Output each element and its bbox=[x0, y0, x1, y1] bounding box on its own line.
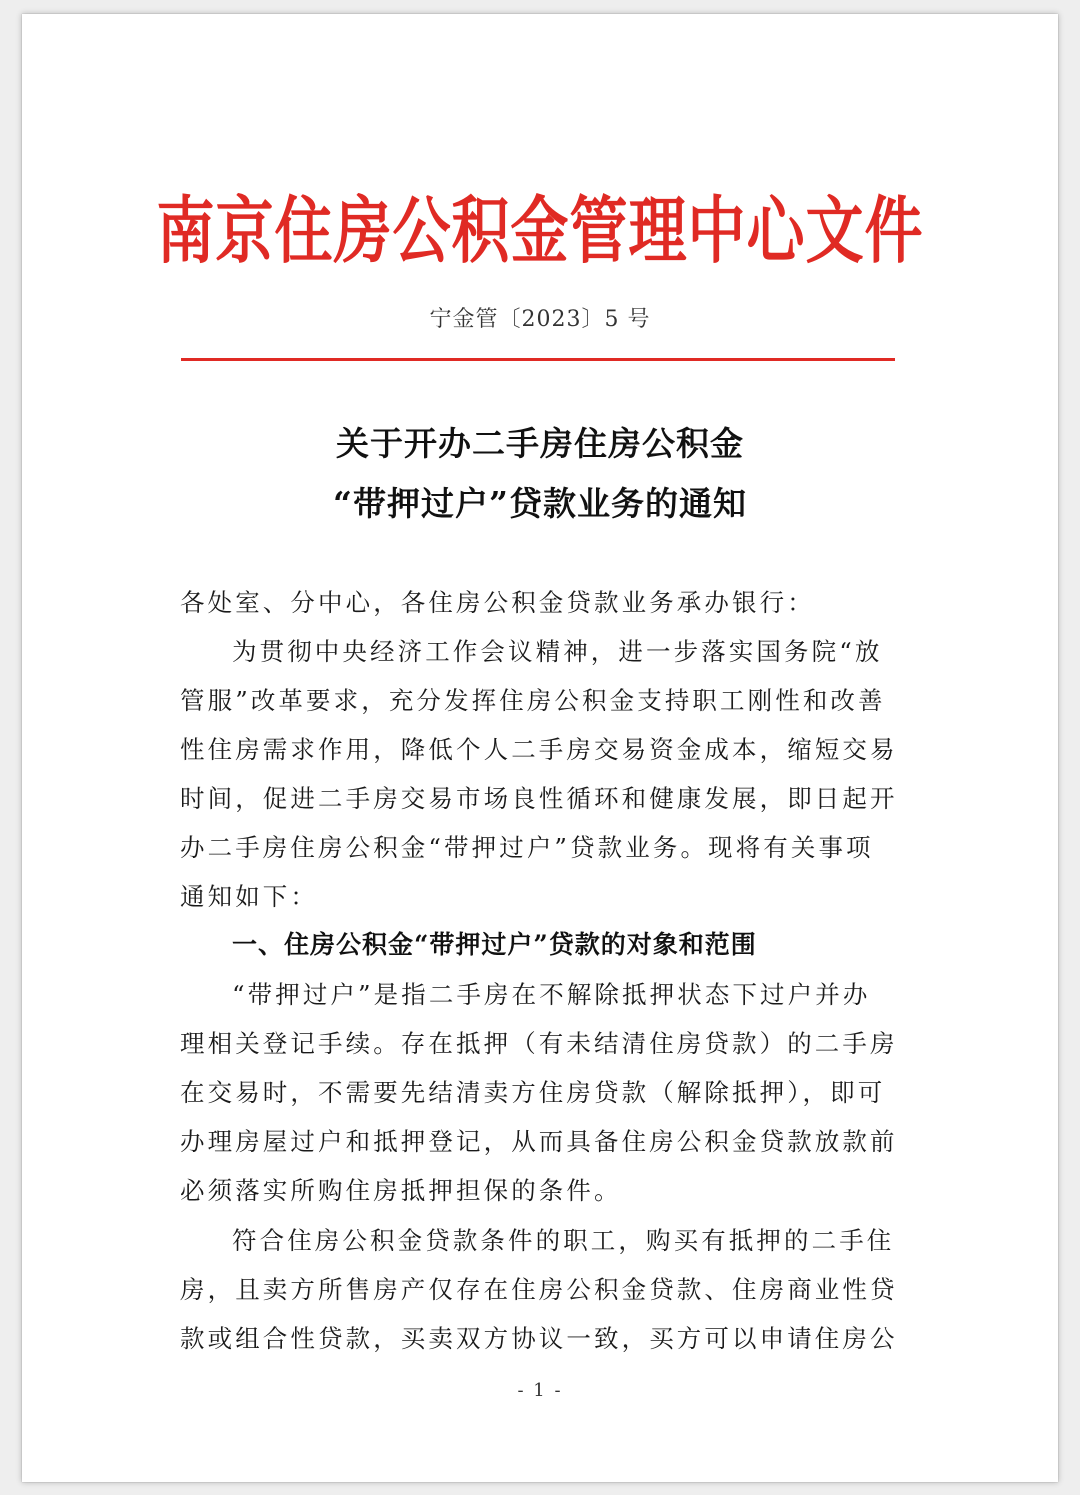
document-number: 宁金管〔2023〕5 号 bbox=[429, 307, 651, 332]
paragraph-line: “带押过户”是指二手房在不解除抵押状态下过户并办 bbox=[232, 980, 871, 1009]
paragraph-line: 为贯彻中央经济工作会议精神，进一步落实国务院“放 bbox=[232, 637, 883, 666]
masthead-title: 南京住房公积金管理中心文件 bbox=[156, 188, 924, 274]
red-separator-line bbox=[181, 358, 895, 361]
document-page bbox=[22, 14, 1058, 1482]
notice-title-line-1: 关于开办二手房住房公积金 bbox=[336, 424, 744, 463]
paragraph-line: 必须落实所购住房抵押担保的条件。 bbox=[180, 1176, 622, 1205]
paragraph-line: 房，且卖方所售房产仅存在住房公积金贷款、住房商业性贷 bbox=[180, 1275, 898, 1304]
salutation: 各处室、分中心，各住房公积金贷款业务承办银行： bbox=[180, 588, 815, 617]
paragraph-line: 款或组合性贷款，买卖双方协议一致，买方可以申请住房公 bbox=[180, 1324, 898, 1353]
paragraph-line: 性住房需求作用，降低个人二手房交易资金成本，缩短交易 bbox=[180, 735, 898, 764]
paragraph-line: 时间，促进二手房交易市场良性循环和健康发展，即日起开 bbox=[180, 784, 898, 813]
paragraph-line: 办理房屋过户和抵押登记，从而具备住房公积金贷款放款前 bbox=[180, 1127, 898, 1156]
section-heading: 一、住房公积金“带押过户”贷款的对象和范围 bbox=[232, 930, 757, 959]
paragraph-line: 管服”改革要求，充分发挥住房公积金支持职工刚性和改善 bbox=[180, 686, 886, 715]
paragraph-line: 通知如下： bbox=[180, 882, 318, 911]
page-number: - 1 - bbox=[517, 1380, 563, 1401]
notice-title-line-2: “带押过户”贷款业务的通知 bbox=[333, 484, 747, 523]
paragraph-line: 理相关登记手续。存在抵押（有未结清住房贷款）的二手房 bbox=[180, 1029, 898, 1058]
paragraph-line: 办二手房住房公积金“带押过户”贷款业务。现将有关事项 bbox=[180, 833, 874, 862]
paragraph-line: 符合住房公积金贷款条件的职工，购买有抵押的二手住 bbox=[232, 1226, 895, 1255]
paragraph-line: 在交易时，不需要先结清卖方住房贷款（解除抵押），即可 bbox=[180, 1078, 886, 1107]
